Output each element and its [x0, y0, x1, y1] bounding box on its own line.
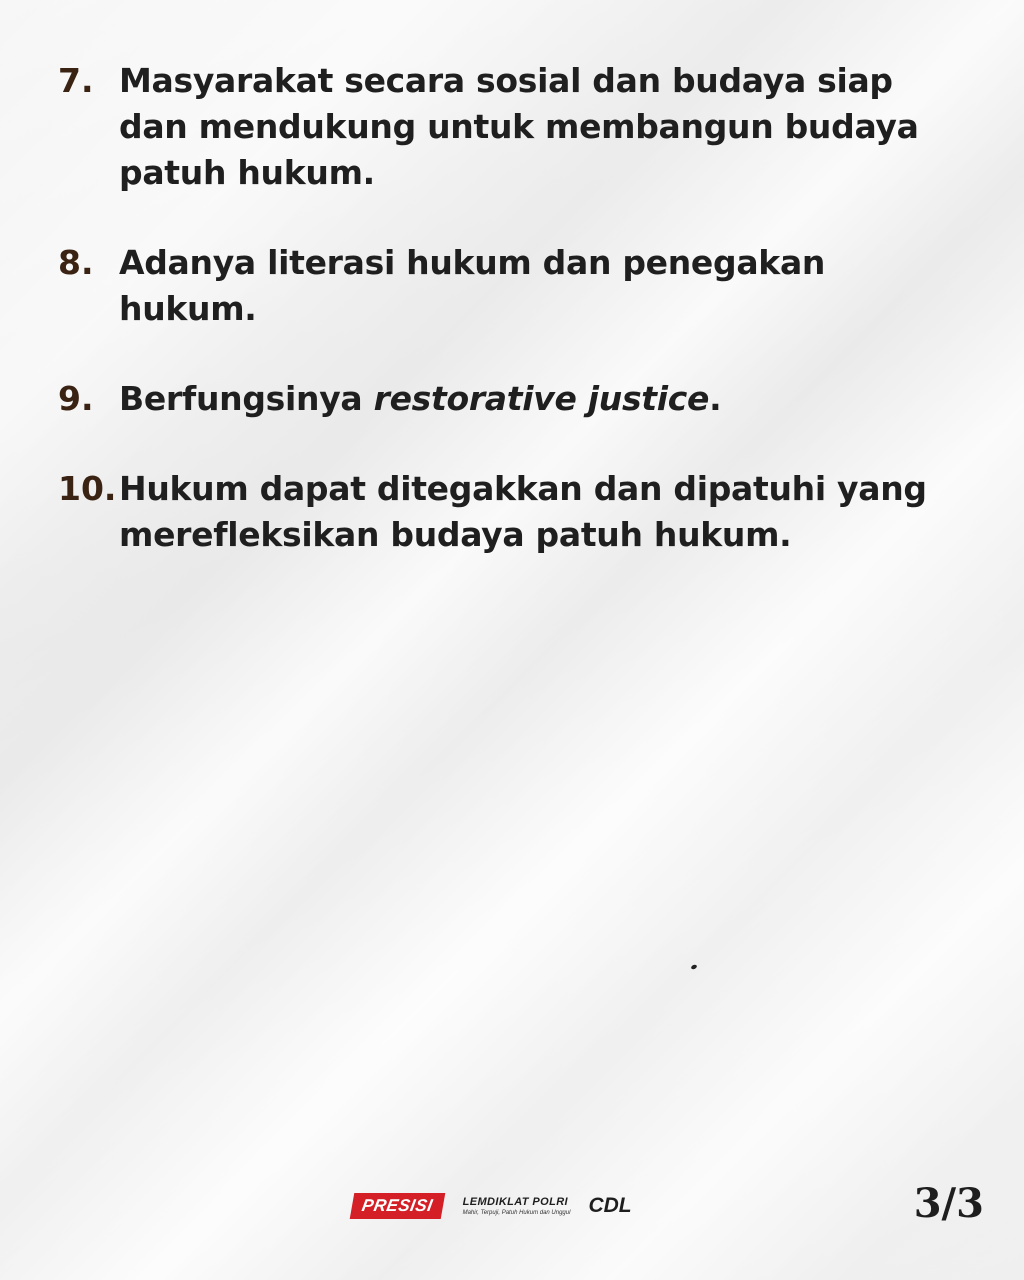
lemdiklat-logo	[463, 1196, 571, 1216]
list-item-number: 7.	[58, 61, 94, 100]
list-item	[58, 466, 978, 558]
lemdiklat-tagline: Mahir, Terpuji, Patuh Hukum dan Unggul	[462, 1210, 571, 1216]
list-item-text: Adanya literasi hukum dan penegakan hukum.	[119, 243, 826, 328]
list-item-text: Hukum dapat ditegakkan dan dipatuhi yang merefleksikan budaya patuh hukum.	[119, 469, 927, 554]
ink-speck	[690, 964, 697, 970]
list-item-number: 10.	[58, 469, 117, 508]
list-item	[58, 240, 978, 332]
text-period: .	[709, 379, 722, 418]
cdl-logo: CDL	[588, 1194, 632, 1217]
footer-logos	[352, 1188, 632, 1224]
list-item	[58, 376, 978, 422]
text-plain: Berfungsinya	[119, 379, 374, 418]
list-item	[58, 58, 978, 196]
lemdiklat-name: LEMDIKLAT POLRI	[462, 1196, 568, 1208]
list-item-text	[119, 376, 721, 422]
list-item-text: Masyarakat secara sosial dan budaya siap dan mendukung untuk membangun budaya patuh hukum.	[119, 61, 919, 192]
numbered-list	[58, 58, 978, 602]
text-italic: restorative justice	[373, 379, 710, 418]
list-item-number: 8.	[58, 243, 94, 282]
presisi-logo: PRESISI	[350, 1193, 445, 1219]
list-item-number: 9.	[58, 379, 94, 418]
page-number: 3/3	[913, 1180, 984, 1227]
